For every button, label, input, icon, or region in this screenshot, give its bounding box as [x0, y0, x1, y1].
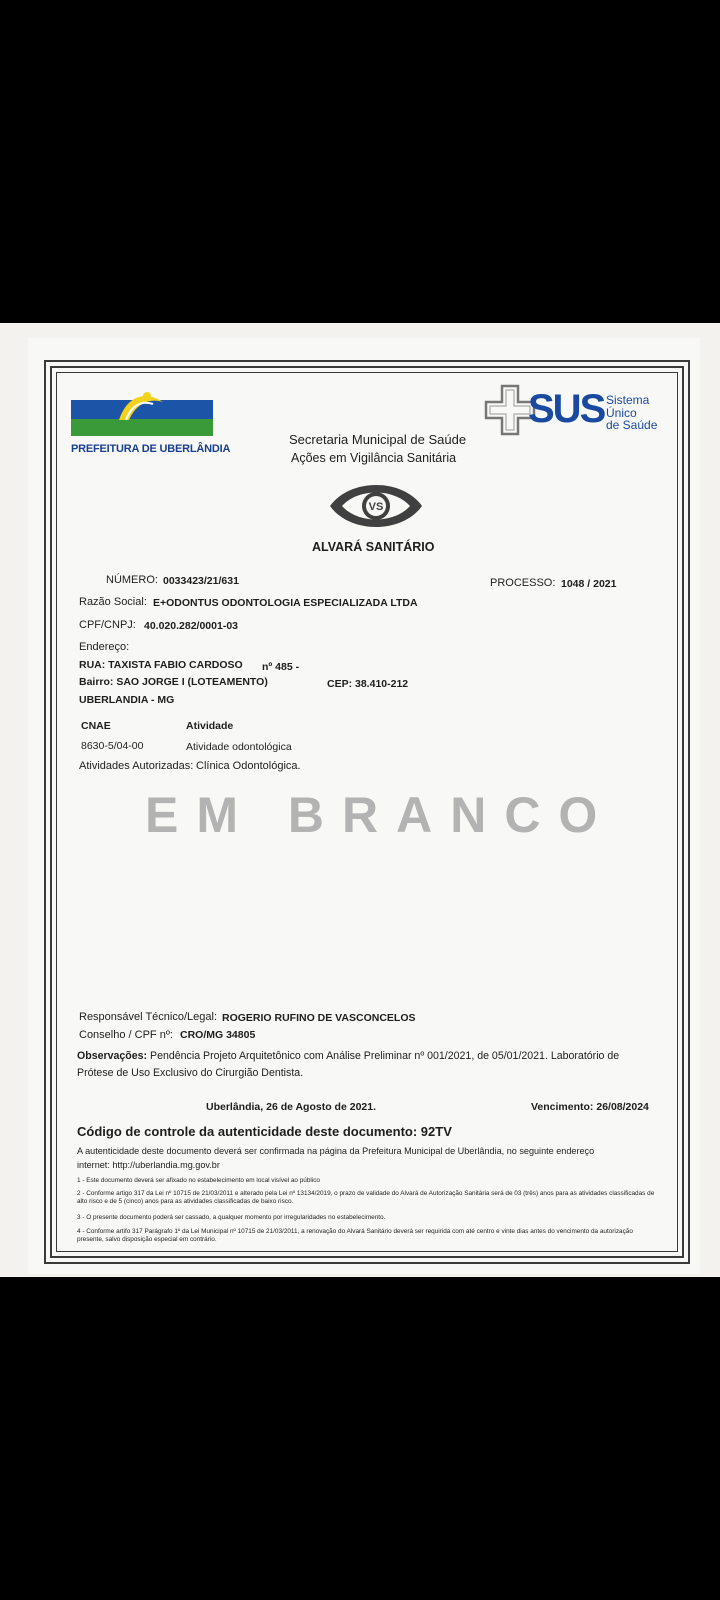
- cep-value: CEP: 38.410-212: [327, 678, 409, 690]
- numero-value: 0033423/21/631: [163, 575, 239, 587]
- observacoes-label: Observações:: [77, 1050, 148, 1062]
- cidade-value: UBERLANDIA - MG: [79, 694, 175, 706]
- cpf-cnpj-value: 40.020.282/0001-03: [144, 620, 239, 632]
- autenticidade-line-1: A autenticidade deste documento deverá ser confirmada na página da Prefeitura Municipal de Uberlândia, no seguinte endereço: [77, 1146, 595, 1156]
- document-title: ALVARÁ SANITÁRIO: [312, 540, 435, 554]
- razao-social-label: Razão Social:: [79, 596, 147, 608]
- note-2: 2 - Conforme artigo 317 da Lei nº 10715 de 21/03/2011 e alterado pela Lei nº 13134/2019, o prazo de validade do Alvará de Autorização Sanitária será de 03 (três) anos para as atividades classificadas de alto risco e de 5 (cinco) anos para as atividades classificadas de baixo risco.: [77, 1190, 655, 1206]
- atividade-header: Atividade: [186, 720, 234, 732]
- note-1: 1 - Este documento deverá ser afixado no estabelecimento em local visível ao público: [77, 1177, 320, 1184]
- rua-value: RUA: TAXISTA FABIO CARDOSO: [79, 659, 243, 671]
- sus-subtitle-line: Único: [606, 405, 637, 420]
- observacoes-line-2: Prótese de Uso Exclusivo do Cirurgião Dentista.: [77, 1067, 304, 1079]
- atividades-autorizadas-label: Atividades Autorizadas:: [79, 760, 194, 772]
- vencimento: Vencimento: 26/08/2024: [531, 1101, 649, 1113]
- razao-social-value: E+ODONTUS ODONTOLOGIA ESPECIALIZADA LTDA: [153, 597, 418, 609]
- sus-subtitle-line: de Saúde: [606, 418, 658, 432]
- responsavel-value: ROGERIO RUFINO DE VASCONCELOS: [222, 1012, 416, 1024]
- city-logo: [71, 386, 231, 464]
- sus-logo-text: SUS: [528, 387, 605, 431]
- processo-label: PROCESSO:: [490, 577, 556, 589]
- cnae-header: CNAE: [81, 720, 111, 732]
- sus-subtitle-line: Sistema: [606, 393, 650, 407]
- endereco-label: Endereço:: [79, 641, 130, 653]
- numero-endereco-value: nº 485 -: [262, 661, 300, 673]
- controle-code: Código de controle da autenticidade deste documento: 92TV: [77, 1124, 452, 1139]
- atividades-autorizadas-value: Clínica Odontológica.: [196, 760, 301, 772]
- observacoes: [77, 1048, 619, 1082]
- em-branco-watermark: EM BRANCO: [145, 787, 616, 843]
- conselho-label: Conselho / CPF nº:: [79, 1029, 173, 1041]
- autenticidade-text: [77, 1144, 594, 1172]
- note-3: 3 - O presente documento poderá ser cassado, a qualquer momento por irregularidades no estabelecimento.: [77, 1214, 386, 1221]
- acoes-subtitle: Ações em Vigilância Sanitária: [291, 451, 457, 465]
- vs-logo-text: VS: [368, 501, 384, 513]
- city-logo-text: PREFEITURA DE UBERLÂNDIA: [71, 443, 231, 455]
- city-flag-icon: [71, 386, 213, 436]
- numero-label: NÚMERO:: [106, 574, 158, 586]
- responsavel-label: Responsável Técnico/Legal:: [79, 1011, 217, 1023]
- processo-value: 1048 / 2021: [561, 578, 617, 590]
- date-line: Uberlândia, 26 de Agosto de 2021.: [206, 1101, 376, 1113]
- conselho-value: CRO/MG 34805: [180, 1029, 256, 1041]
- observacoes-line-1: Pendência Projeto Arquitetônico com Análise Preliminar nº 001/2021, de 05/01/2021. Laboratório de: [150, 1050, 620, 1062]
- cpf-cnpj-label: CPF/CNPJ:: [79, 619, 136, 631]
- bairro-value: Bairro: SAO JORGE I (LOTEAMENTO): [79, 676, 268, 688]
- vs-eye-logo: [328, 476, 424, 536]
- cnae-activity: Atividade odontológica: [186, 741, 292, 753]
- sus-logo: [484, 382, 664, 442]
- autenticidade-line-2: internet: http://uberlandia.mg.gov.br: [77, 1160, 220, 1170]
- cnae-code: 8630-5/04-00: [81, 740, 144, 752]
- note-4: 4 - Conforme artifo 317 Parágrafo 1º da Lei Municipal nº 10715 de 21/03/2011, a renovação do Alvará Sanitário deverá ser requirida com até centro e vinte dias antes do vencimento da autorização presente, salvo disposição especial em contrário.: [77, 1228, 633, 1244]
- sus-subtitle: [606, 394, 676, 432]
- secretaria-title: Secretaria Municipal de Saúde: [289, 432, 467, 447]
